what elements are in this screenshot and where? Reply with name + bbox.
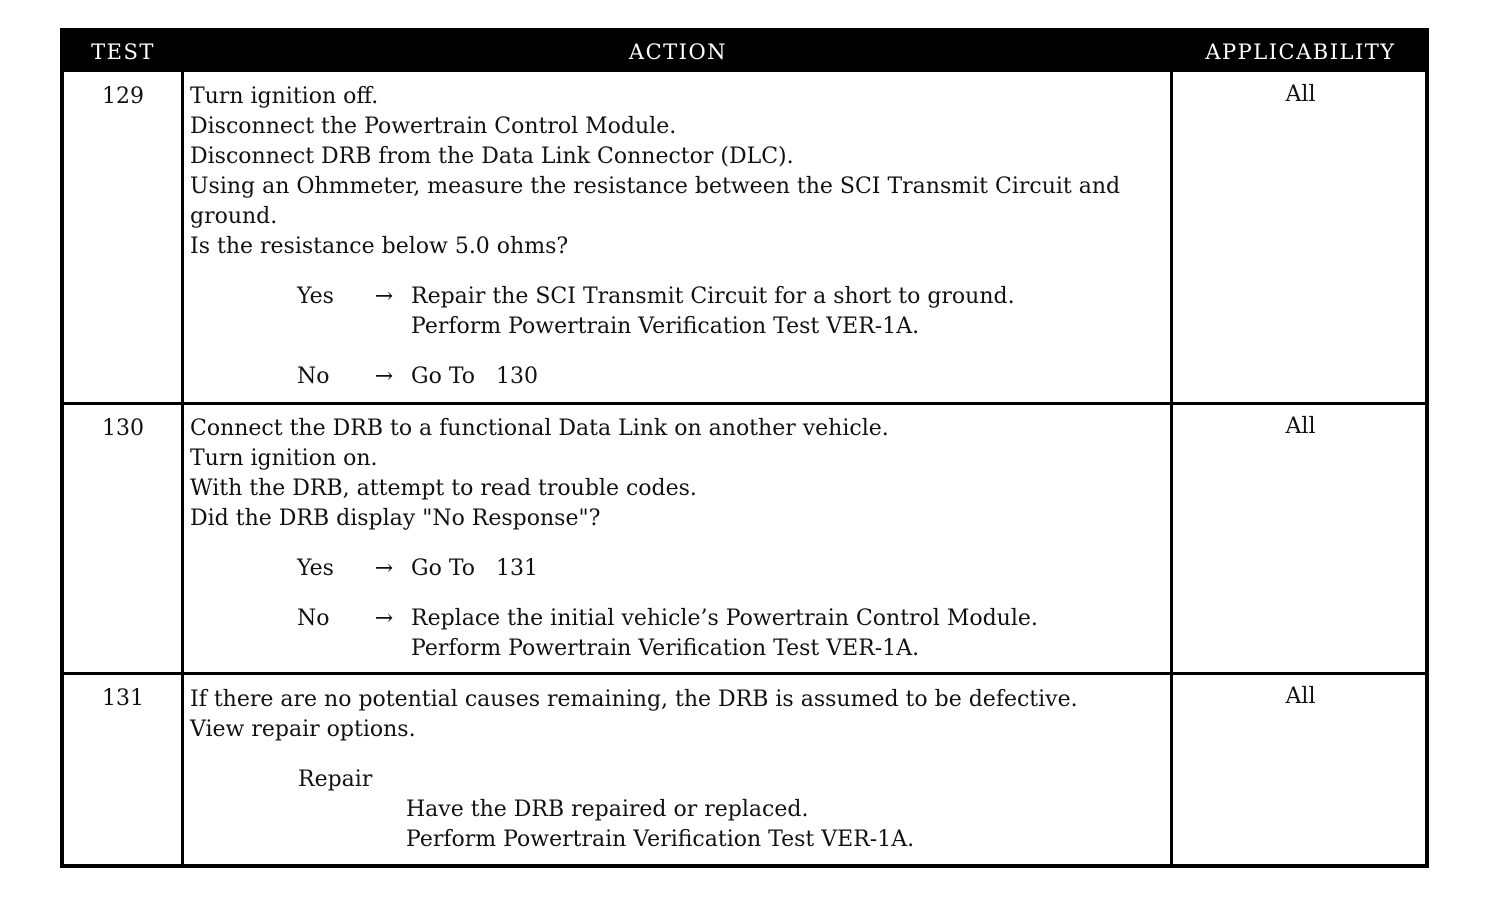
action-line: Turn ignition on. [190,446,378,471]
arrow-icon: → [374,284,394,309]
applicability-value: All [1285,684,1316,709]
row-divider [64,672,1425,675]
branch-line: Replace the initial vehicle’s Powertrain Control Module. [411,606,1038,631]
test-number: 130 [102,416,144,441]
action-line: View repair options. [190,717,416,742]
arrow-icon: → [374,364,394,389]
action-line: Is the resistance below 5.0 ohms? [190,234,569,259]
branch-text [411,362,538,392]
branch-line: Perform Powertrain Verification Test VER-1A. [411,314,920,339]
action-line: Turn ignition off. [190,84,379,109]
action-line: Disconnect DRB from the Data Link Connector (DLC). [190,144,794,169]
action-cell [190,685,1168,855]
arrow-icon: → [374,606,394,631]
header-action: ACTION [628,40,728,64]
table-header [64,32,1425,72]
header-applicability: APPLICABILITY [1205,40,1396,64]
branch-line: Perform Powertrain Verification Test VER-1A. [411,636,920,661]
test-table [60,28,1429,868]
test-number: 131 [102,686,144,711]
column-divider [181,72,184,864]
branch-text [411,282,1015,342]
branch-label: No [297,606,330,631]
action-line: Disconnect the Powertrain Control Module. [190,114,677,139]
applicability-value: All [1285,414,1316,439]
branch-line: Repair the SCI Transmit Circuit for a short to ground. [411,284,1015,309]
branch-yes [297,554,1168,584]
repair-label: Repair [298,767,373,792]
action-line: Using an Ohmmeter, measure the resistance between the SCI Transmit Circuit and [190,174,1121,199]
branch-line: Go To 131 [411,556,538,581]
repair-options [406,795,1168,855]
branch-label: Yes [297,556,334,581]
branch-text [411,604,1038,664]
action-line: If there are no potential causes remaining, the DRB is assumed to be defective. [190,687,1078,712]
row-divider [64,402,1425,405]
branch-label: No [297,364,330,389]
branch-label: Yes [297,284,334,309]
action-cell [190,414,1168,664]
applicability-value: All [1285,82,1316,107]
branch-yes [297,282,1168,342]
branch-no [297,362,1168,392]
action-line: Connect the DRB to a functional Data Link on another vehicle. [190,416,889,441]
branch-no [297,604,1168,664]
repair-line: Have the DRB repaired or replaced. [406,797,809,822]
arrow-icon: → [374,556,394,581]
action-line: With the DRB, attempt to read trouble codes. [190,476,697,501]
branch-line: Go To 130 [411,364,538,389]
action-cell [190,82,1168,392]
action-line: Did the DRB display "No Response"? [190,506,601,531]
header-test: TEST [91,40,155,64]
branch-text [411,554,538,584]
test-number: 129 [102,84,144,109]
column-divider [1170,72,1173,864]
action-line: ground. [190,204,278,229]
repair-line: Perform Powertrain Verification Test VER-1A. [406,827,915,852]
